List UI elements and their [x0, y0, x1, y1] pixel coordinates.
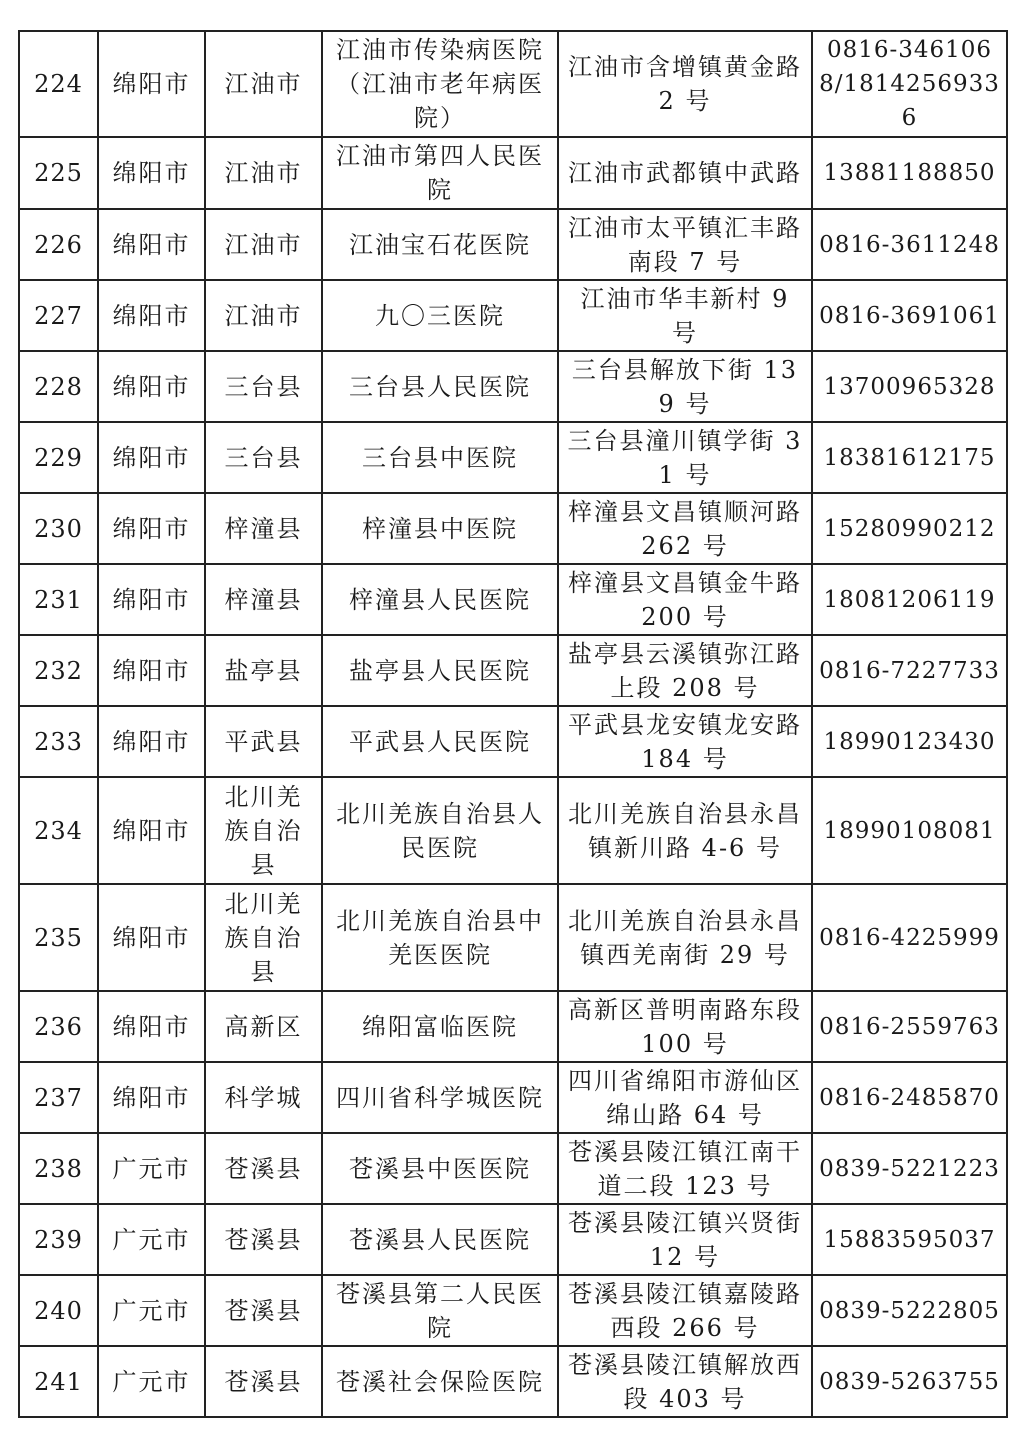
- address-cell: 苍溪县陵江镇嘉陵路西段 266 号: [558, 1275, 812, 1346]
- row-number: 240: [19, 1275, 98, 1346]
- address-cell: 江油市华丰新村 9 号: [558, 280, 812, 351]
- city-cell: 绵阳市: [98, 706, 205, 777]
- hospital-name-cell: 江油市第四人民医院: [322, 137, 558, 209]
- row-number: 235: [19, 884, 98, 991]
- county-cell: 平武县: [205, 706, 322, 777]
- hospital-table-page: [18, 30, 1006, 1418]
- row-number: 227: [19, 280, 98, 351]
- hospital-name-cell: 四川省科学城医院: [322, 1062, 558, 1133]
- hospital-name-cell: 北川羌族自治县人民医院: [322, 777, 558, 884]
- table-row: [19, 635, 1007, 706]
- address-cell: 北川羌族自治县永昌镇西羌南街 29 号: [558, 884, 812, 991]
- hospital-name-cell: 盐亭县人民医院: [322, 635, 558, 706]
- row-number: 232: [19, 635, 98, 706]
- phone-cell: 15280990212: [812, 493, 1007, 564]
- phone-cell: 15883595037: [812, 1204, 1007, 1275]
- table-row: [19, 884, 1007, 991]
- phone-cell: 18081206119: [812, 564, 1007, 635]
- hospital-name-cell: 三台县中医院: [322, 422, 558, 493]
- county-cell: 苍溪县: [205, 1204, 322, 1275]
- city-cell: 绵阳市: [98, 422, 205, 493]
- hospital-name-cell: 苍溪县人民医院: [322, 1204, 558, 1275]
- row-number: 238: [19, 1133, 98, 1204]
- table-row: [19, 280, 1007, 351]
- table-row: [19, 31, 1007, 137]
- row-number: 228: [19, 351, 98, 422]
- address-cell: 三台县潼川镇学街 31 号: [558, 422, 812, 493]
- hospital-table: [18, 30, 1008, 1418]
- address-cell: 苍溪县陵江镇解放西段 403 号: [558, 1346, 812, 1417]
- county-cell: 盐亭县: [205, 635, 322, 706]
- table-row: [19, 137, 1007, 209]
- table-row: [19, 777, 1007, 884]
- address-cell: 平武县龙安镇龙安路 184 号: [558, 706, 812, 777]
- county-cell: 江油市: [205, 209, 322, 280]
- hospital-name-cell: 江油市传染病医院（江油市老年病医院）: [322, 31, 558, 137]
- county-cell: 江油市: [205, 280, 322, 351]
- county-cell: 北川羌族自治县: [205, 777, 322, 884]
- row-number: 230: [19, 493, 98, 564]
- city-cell: 绵阳市: [98, 635, 205, 706]
- phone-cell: 0816-2485870: [812, 1062, 1007, 1133]
- hospital-name-cell: 苍溪县中医医院: [322, 1133, 558, 1204]
- hospital-name-cell: 梓潼县人民医院: [322, 564, 558, 635]
- address-cell: 北川羌族自治县永昌镇新川路 4-6 号: [558, 777, 812, 884]
- phone-cell: 18990108081: [812, 777, 1007, 884]
- hospital-name-cell: 九〇三医院: [322, 280, 558, 351]
- county-cell: 高新区: [205, 991, 322, 1062]
- table-row: [19, 706, 1007, 777]
- address-cell: 梓潼县文昌镇顺河路 262 号: [558, 493, 812, 564]
- address-cell: 四川省绵阳市游仙区绵山路 64 号: [558, 1062, 812, 1133]
- phone-cell: 0816-2559763: [812, 991, 1007, 1062]
- phone-cell: 18990123430: [812, 706, 1007, 777]
- county-cell: 北川羌族自治县: [205, 884, 322, 991]
- hospital-name-cell: 江油宝石花医院: [322, 209, 558, 280]
- row-number: 237: [19, 1062, 98, 1133]
- row-number: 234: [19, 777, 98, 884]
- county-cell: 苍溪县: [205, 1133, 322, 1204]
- hospital-name-cell: 绵阳富临医院: [322, 991, 558, 1062]
- address-cell: 苍溪县陵江镇江南干道二段 123 号: [558, 1133, 812, 1204]
- city-cell: 绵阳市: [98, 351, 205, 422]
- table-row: [19, 564, 1007, 635]
- phone-cell: 0839-5221223: [812, 1133, 1007, 1204]
- city-cell: 绵阳市: [98, 884, 205, 991]
- phone-cell: 13881188850: [812, 137, 1007, 209]
- city-cell: 绵阳市: [98, 31, 205, 137]
- city-cell: 广元市: [98, 1204, 205, 1275]
- phone-cell: 0816-3461068/18142569336: [812, 31, 1007, 137]
- row-number: 224: [19, 31, 98, 137]
- city-cell: 绵阳市: [98, 280, 205, 351]
- table-row: [19, 493, 1007, 564]
- row-number: 229: [19, 422, 98, 493]
- row-number: 233: [19, 706, 98, 777]
- city-cell: 广元市: [98, 1133, 205, 1204]
- row-number: 236: [19, 991, 98, 1062]
- phone-cell: 0816-3691061: [812, 280, 1007, 351]
- address-cell: 江油市武都镇中武路: [558, 137, 812, 209]
- address-cell: 江油市太平镇汇丰路南段 7 号: [558, 209, 812, 280]
- hospital-name-cell: 三台县人民医院: [322, 351, 558, 422]
- table-row: [19, 209, 1007, 280]
- county-cell: 江油市: [205, 137, 322, 209]
- table-row: [19, 1062, 1007, 1133]
- table-row: [19, 422, 1007, 493]
- address-cell: 江油市含增镇黄金路 2 号: [558, 31, 812, 137]
- city-cell: 绵阳市: [98, 991, 205, 1062]
- table-row: [19, 1346, 1007, 1417]
- county-cell: 江油市: [205, 31, 322, 137]
- hospital-name-cell: 平武县人民医院: [322, 706, 558, 777]
- city-cell: 绵阳市: [98, 1062, 205, 1133]
- address-cell: 三台县解放下街 139 号: [558, 351, 812, 422]
- address-cell: 梓潼县文昌镇金牛路 200 号: [558, 564, 812, 635]
- table-row: [19, 991, 1007, 1062]
- hospital-name-cell: 苍溪社会保险医院: [322, 1346, 558, 1417]
- county-cell: 科学城: [205, 1062, 322, 1133]
- phone-cell: 0839-5222805: [812, 1275, 1007, 1346]
- county-cell: 梓潼县: [205, 493, 322, 564]
- city-cell: 绵阳市: [98, 209, 205, 280]
- table-row: [19, 1204, 1007, 1275]
- phone-cell: 13700965328: [812, 351, 1007, 422]
- county-cell: 苍溪县: [205, 1275, 322, 1346]
- row-number: 225: [19, 137, 98, 209]
- county-cell: 三台县: [205, 351, 322, 422]
- row-number: 231: [19, 564, 98, 635]
- row-number: 239: [19, 1204, 98, 1275]
- hospital-name-cell: 苍溪县第二人民医院: [322, 1275, 558, 1346]
- hospital-name-cell: 北川羌族自治县中羌医医院: [322, 884, 558, 991]
- phone-cell: 18381612175: [812, 422, 1007, 493]
- phone-cell: 0816-3611248: [812, 209, 1007, 280]
- county-cell: 三台县: [205, 422, 322, 493]
- city-cell: 绵阳市: [98, 564, 205, 635]
- hospital-table-body: [19, 31, 1007, 1417]
- county-cell: 苍溪县: [205, 1346, 322, 1417]
- address-cell: 盐亭县云溪镇弥江路上段 208 号: [558, 635, 812, 706]
- phone-cell: 0839-5263755: [812, 1346, 1007, 1417]
- county-cell: 梓潼县: [205, 564, 322, 635]
- city-cell: 绵阳市: [98, 777, 205, 884]
- row-number: 226: [19, 209, 98, 280]
- address-cell: 高新区普明南路东段 100 号: [558, 991, 812, 1062]
- phone-cell: 0816-4225999: [812, 884, 1007, 991]
- table-row: [19, 1275, 1007, 1346]
- phone-cell: 0816-7227733: [812, 635, 1007, 706]
- city-cell: 绵阳市: [98, 493, 205, 564]
- table-row: [19, 1133, 1007, 1204]
- row-number: 241: [19, 1346, 98, 1417]
- address-cell: 苍溪县陵江镇兴贤街 12 号: [558, 1204, 812, 1275]
- table-row: [19, 351, 1007, 422]
- hospital-name-cell: 梓潼县中医院: [322, 493, 558, 564]
- city-cell: 绵阳市: [98, 137, 205, 209]
- city-cell: 广元市: [98, 1346, 205, 1417]
- city-cell: 广元市: [98, 1275, 205, 1346]
